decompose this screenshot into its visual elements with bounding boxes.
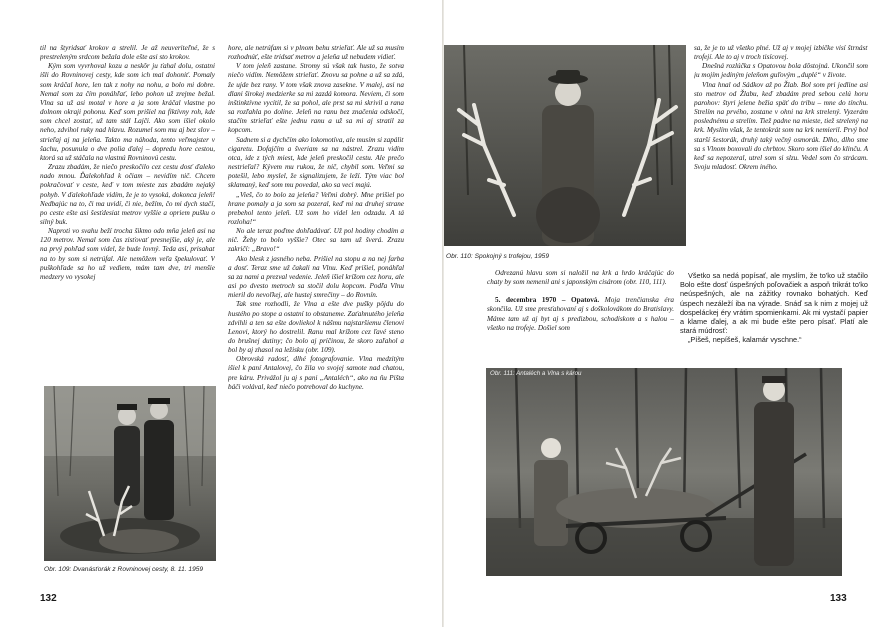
left-column-2 [228, 44, 404, 580]
quote: „Píšeš, nepíšeš, kalamár vyschne.“ [688, 335, 802, 345]
paragraph: No ale teraz poďme dohľadávať. Už pol hodiny chodím a nič. Žeby to bolo vyššie? Otec sa tam už šverá. Zrazu zakričí: „Bravo!“ [228, 227, 404, 254]
paragraph: Vlna hnal od Sádkov až po Žlab. Bol som pri jedline asi sto metrov od Žlabu, keď zbadám pred sebou celú horu parohov: štyri jelene bežia späť do tribu – mne do tínchu. Strelím na prvého, zostane v ohni na krk strelený. Vyzerám poslednému a strelím. Tiež padne na mieste, tiež strelený na krk. Myslím však, že tentokrát som na krk nemieril. Prvý bol starší šestorák, druhý taký večný osmorák. Dlho, dlho sme sa s Vlnom boxovali do chrbtov. Skoro som išiel do klinču. A keď sa nepozeral, utrel som si slzu. Vedel som čo strácam. Svoju mladosť. Okrem iného. [694, 80, 868, 172]
right-page [444, 0, 886, 627]
page-number-left: 132 [40, 593, 57, 604]
paragraph: Sadnem si a dychčím ako lokomotíva, ale musím si zapáliť cigaretu. Dofajčím a šveriam sa na nástrel. Zrazu vidím otca, ide z tých miest, kde jeleň preskočil cestu. Ale prečo nestrieľal? Kývem mu rukou, že nič, chybil som. Veľmi sa potešil, lebo myslel, že signalizujem, že leží. Tým viac bol sklamaný, keď som mu povedal, ako sa veci majú. [228, 135, 404, 190]
paragraph: til na štyridsať krokov a strelil. Je až neuveriteľné, že s prestreleným srdcom bežala dole ešte asi sto krokov. [40, 44, 215, 62]
paragraph: Zrazu zbadám, že niečo preskočilo cez cestu dosť ďaleko nado mnou. Ďalekohľad k očiam – nevidím nič. Chcem pokračovať v ceste, keď v tom mieste zas zbadám nejaký pohyb. V ďalekohľade vidím, že je to vysoká, dokonca jeleň! Nedbajúc na to, či ma uvidí, či nie, bežím, čo mi dych stačí, po ceste ešte asi šesťdesiat metrov vyššie a opriem pušku o silný buk. [40, 163, 215, 226]
photo-two-hunters-with-deer [44, 386, 216, 561]
paragraph: sa, že je to už všetko plné. Už aj v mojej izbičke visí štrnásť trofejí. Ale to aj v troch tisícovej. [694, 44, 868, 62]
left-page [0, 0, 442, 627]
dated-entry [487, 296, 674, 333]
paragraph: V tom jeleň zastane. Stromy sú však tak husto, že sotva niečo vidím. Nemôžem strieľať. Znovu sa pohne a už sa zdá, že ujde bez rany. V tom však znova zasekne. V malej, asi na dlani širokej medzierke sa mi zazdá komora. Neviem, či som inštinktívne vycítil, že sa pohol, ale prst sa mi skrivil a rana sa rozľahla po doline. Jeleň na ranu bez značenia odskočí, stačím strieľať ešte jednu ranu a už sa mi aj stratil za kopcom. [228, 62, 404, 135]
paragraph: Ako blesk z jasného neba. Prišiel na stopu a na nej farba a dosť. Teraz sme už čakali na Vlnu. Keď prišiel, ponáhľal sa za nami a prezval vedenie. Jeleň išiel krížom cez horu, ale asi po dvesto metroch sa stočil dolu kopcom. Podľa Vlnu mieril do nevoľkej, ale hustej smrečiny – do Rovnín. [228, 254, 404, 300]
photo-hunter-with-trophy [444, 45, 686, 246]
paragraph: Odrezanú hlavu som si naložil na krk a hrdo kráčajúc do chaty by som nemenil ani s japonským cisárom (obr. 110, 111). [487, 269, 674, 287]
paragraph: Obrovská radosť, dlhé fotografovanie. Vlna medzitým išiel k paní Antalovej, čo žila vo svojej samote nad chatou, pre káru. Privážol ju aj s pani „Antaléch“, ako na ňu Pišta báči volával, keď niečo potreboval do kuchyne. [228, 355, 404, 391]
right-column-below-photo [487, 269, 674, 365]
figure-caption-110: Obr. 110: Spokojný s trofejou, 1959 [446, 253, 549, 260]
entry-text: Moja trenčianska éra skončila. Už sme presťahovaní aj s doškolovákom do Bratislavy. Máme tam už aj byt aj s predizbou, schodiskom a s halou – všetko na trofeje. Došiel som [487, 296, 674, 332]
right-column-top [694, 44, 868, 259]
right-column-upright [680, 271, 868, 366]
figure-caption-109: Obr. 109: Dvanásťorák z Rovninovej cesty, 8. 11. 1959 [44, 566, 204, 573]
paragraph: Tak sme rozhodli, že Vlna a ešte dve pušky pôjdu do hustého po stope a ostatní to obstaneme. Zaťahnutého jeleňa zdvihli a ten sa ešte dovliekol k nášmu najstaršiemu členovi Lenovi, ktorý ho dostrelil. Ranu mal krížom cez ľavé steno do brušnej dutiny; čo bolo aj príčinou, že skoro zaľahol a bol by aj zhasol na ležisku (obr. 109). [228, 300, 404, 355]
left-column-1 [40, 44, 215, 376]
paragraph: Všetko sa nedá popísať, ale myslím, že to'ko už stačilo Bolo ešte dosť úspešných poľovačiek a aspoň trikrát to'ko neúspešných, ale na zážitky rovnako bohatých. Keď úspech nezáleží iba na výrade. Snáď sa k nim z mojej už dospeláckej éry vrátim spomienkami. Ak mi vystačí papier a klame ďalej, a ak mi bude ešte pero písať. Platí ale stará múdrosť: [680, 271, 868, 336]
paragraph: Kým som vyvrhoval kozu a neskôr ju ťahal dolu, ostatní išli do Rovninovej cesty, kde som ich mal dohoniť. Pomaly som kráčal hore, len tak z nohy na nohu, a bolo mi dobre. Nemal som za čím ponáhľať, lebo pohon už zrejme bežal. Vlna sa už asi motal v hore a ja som kráčal vlastne po dolnom okraji pohonu. Keď som prišiel na fiktívny roh, kde som chcel zostať, už tam stál Lajči. Ako som išiel okolo neho, zdvihol ruky nad hlavu. Rozumel som mu aj bez slov – strieľaj aj na jeleňa. Takto ma náhoda, tento veľmajster v šachu, posunula o dve polia ďalej – dopredu hore cestou, ktorá sa už stáčala na vlastnú Rovninovú cestu. [40, 62, 215, 162]
paragraph: Dnešná rozlúčka s Opatovou bola dôstojná. Ukončil som ju mojím jediným jeleňom guľovým „duplé“ v živote. [694, 62, 868, 80]
paragraph: Naproti vo svahu beží trocha šikmo odo mňa jeleň asi na 120 metrov. Nemal som čas zisťovať presnejšie, aký je, ale na prvý pohľad som videl, že bude lovný. Teda asi, prisahať na to by som si netrúfal. Ale nemôžem veľa špekulovať. V puškohľade sa ho už vediem, mám tam dve, tri menšie medzery vo vysokej [40, 227, 215, 281]
page-number-right: 133 [830, 593, 847, 604]
photo-two-people-with-cart [486, 368, 842, 576]
paragraph: hore, ale netrúfam si v plnom behu strieľať. Ale už sa musím rozhodnúť, ešte tridsať metrov a jeleňa už nebudem vidieť. [228, 44, 404, 62]
paragraph: „Vieš, čo to bolo za jeleňa? Veľmi dobrý. Mne prišiel po hrane pomaly a ja som sa pozeral, keď mi na druhej strane prebehol tento jeleň. Už som ho videl len odzadu. A tá rozloha!“ [228, 190, 404, 226]
entry-date: 5. decembra 1970 – Opatová. [495, 296, 600, 305]
figure-overlay-caption-111: Obr. 111: Antaléch a Vlna s károu [490, 370, 582, 377]
